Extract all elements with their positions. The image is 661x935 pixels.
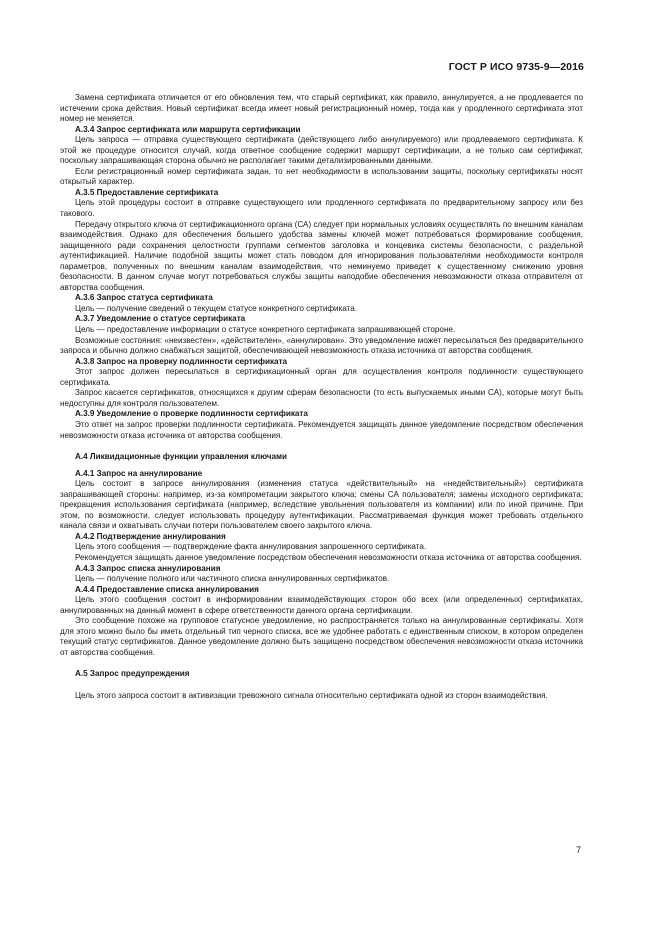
subsection-heading: А.4.2 Подтверждение аннулирования [75,531,226,541]
body-paragraph: Это сообщение похоже на групповое статусное уведомление, но распространяется только на аннулированные сертификаты. Хотя для этого можно было бы иметь отдельный тип черного списка, все же удобнее работать с единственным списком, в котором определен текущий статус сертификатов. Данное уведомление должно быть защищено посредством обеспечения невозможности отказа источника от авторства сообщения. [60,616,583,657]
subsection-heading: А.3.8 Запрос на проверку подлинности сертификата [75,356,288,366]
section-heading: А.5 Запрос предупреждения [75,669,190,679]
subsection-heading: А.3.5 Предоставление сертификата [75,187,219,197]
body-paragraph: Цель этого запроса состоит в активизации тревожного сигнала относительно сертификата одной из сторон взаимодействия. [75,690,548,700]
body-paragraph: Цель — получение сведений о текущем статусе конкретного сертификата. [75,303,358,313]
page-number: 7 [576,845,582,855]
body-paragraph: Цель этого сообщения состоит в информировании взаимодействующих сторон обо всех (или определенных) сертификатах, аннулированных на данный момент в сфере ответственности данного органа сертификации. [60,595,583,615]
subsection-heading: А.4.1 Запрос на аннулирование [75,468,203,478]
body-paragraph: Передачу открытого ключа от сертификационного органа (СА) следует при нормальных условиях осуществлять по внешним каналам взаимодействия. Однако для обеспечения большего удобства замены ключей может потребоваться формирование сообщения, защищенного ради сохранения целостности группами сегментов заголовка и концевика системы безопасности, с раздельной аутентификацией. Наличие подобной защиты может стать поводом для игнорирования пользователями необходимости контроля параметров, полученных по внешним каналам взаимодействия, что неминуемо приведет к существенному снижению уровня безопасности. В данном случае могут потребоваться службы защиты наподобие обеспечения невозможности отказа отправителя от авторства сообщения. [60,219,583,292]
subsection-heading: А.3.6 Запрос статуса сертификата [75,293,213,303]
body-paragraph: Цель состоит в запросе аннулирования (изменения статуса «действительный» на «недействительный») сертификата запрашивающей стороны: например, из-за компрометации закрытого ключа; смены СА пользователя; замены исходного сертификата; прекращения использования сертификата (например, вследствие увольнения пользователя из компании) или по иной причине. При этом, по возможности, следует использовать процедуру аутентификации. Рассматриваемая функция может требовать отдельного канала связи и охватывать случаи потери пользователем своего закрытого ключа. [60,479,583,531]
document-code-header: ГОСТ Р ИСО 9735-9—2016 [448,61,584,73]
subsection-heading: А.3.9 Уведомление о проверке подлинности сертификата [75,409,308,419]
body-paragraph: Это ответ на запрос проверки подлинности сертификата. Рекомендуется защищать данное уведомление посредством обеспечения невозможности отказа источника от авторства сообщения. [60,419,583,440]
subsection-heading: А.4.3 Запрос списка аннулирования [75,563,221,573]
body-paragraph: Запрос касается сертификатов, относящихся к другим сферам безопасности (то есть выпускаемых иными СА), которые могут быть недоступны для контроля пользователем. [60,388,583,408]
section-heading: А.4 Ликвидационные функции управления ключами [75,452,288,462]
body-paragraph: Если регистрационный номер сертификата задан, то нет необходимости в использовании защиты, поскольку сертификаты носят открытый характер. [60,166,583,187]
body-paragraph: Цель — получение полного или частичного списка аннулированных сертификатов. [75,574,390,584]
body-paragraph: Возможные состояния: «неизвестен», «действителен», «аннулирован». Это уведомление может пересылаться без предварительного запроса и обычно должно снабжаться защитой, обеспечивающей невозможность отказа источника от авторства сообщения. [60,335,583,356]
body-paragraph: Цель этого сообщения — подтверждение факта аннулирования запрошенного сертификата. [75,542,427,552]
body-paragraph: Цель запроса — отправка существующего сертификата (действующего либо аннулируемого) или продлеваемого сертификата. К этой же процедуре относится случай, когда ответное сообщение содержит маршрут сертификации, а не только сам сертификат, поскольку запрашивающая сторона обычно не располагает такими детализированными данными. [60,135,583,166]
document-body [60,93,583,702]
subsection-heading: А.4.4 Предоставление списка аннулирования [75,584,259,594]
body-paragraph: Этот запрос должен пересылаться в сертификационный орган для осуществления контроля подлинности существующего сертификата. [60,367,583,387]
body-paragraph: Рекомендуется защищать данное уведомление посредством обеспечения невозможности отказа источника от авторства сообщения. [75,552,582,562]
subsection-heading: А.3.7 Уведомление о статусе сертификата [75,314,246,324]
subsection-heading: А.3.4 Запрос сертификата или маршрута сертификации [75,124,301,134]
body-paragraph: Цель этой процедуры состоит в отправке существующего или продленного сертификата по предварительному запросу или без такового. [60,198,583,219]
body-paragraph: Замена сертификата отличается от его обновления тем, что старый сертификат, как правило, аннулируется, а не продлевается по истечении срока действия. Новый сертификат всегда имеет новый регистрационный номер, тогда как у продленного сертификата этот номер не меняется. [60,93,583,124]
body-paragraph: Цель — предоставление информации о статусе конкретного сертификата запрашивающей стороне. [75,325,456,335]
